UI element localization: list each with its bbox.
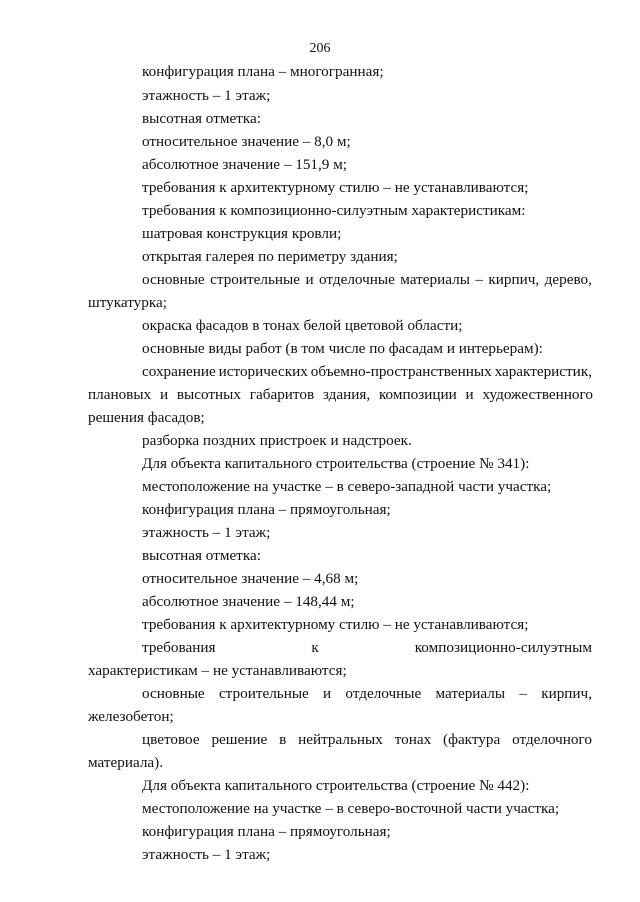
text-line: местоположение на участке – в северо-западной части участка; (142, 478, 552, 495)
word: объемно-пространственных (310, 363, 492, 380)
text-line: конфигурация плана – прямоугольная; (142, 823, 391, 840)
word: основные (142, 685, 205, 702)
word: основные (142, 271, 205, 288)
word: материалы (435, 685, 506, 702)
text-line: основные виды работ (в том числе по фасадам и интерьерам): (142, 340, 543, 357)
text-line: требования к композиционно-силуэтным характеристикам: (142, 202, 526, 219)
text-line: штукатурка; (88, 294, 167, 311)
word: решение (211, 731, 268, 748)
text-line: высотная отметка: (142, 547, 261, 564)
text-line-justified (142, 684, 592, 704)
text-line: этажность – 1 этаж; (142, 87, 271, 104)
word: сохранение (142, 363, 216, 380)
text-line: открытая галерея по периметру здания; (142, 248, 398, 265)
text-line: шатровая конструкция кровли; (142, 225, 342, 242)
text-line-justified (142, 362, 592, 382)
word: высотных (176, 386, 241, 403)
text-line: решения фасадов; (88, 409, 205, 426)
text-line: железобетон; (88, 708, 174, 725)
text-line: материала). (88, 754, 164, 771)
text-line: окраска фасадов в тонах белой цветовой области; (142, 317, 463, 334)
word: отделочные (319, 271, 395, 288)
word: отделочные (345, 685, 422, 702)
word: плановых (88, 386, 152, 403)
word: в (279, 731, 287, 748)
word: композиции (378, 386, 457, 403)
word: отделочного (512, 731, 592, 748)
text-line: этажность – 1 этаж; (142, 524, 271, 541)
word: и (305, 271, 314, 288)
word: исторических (218, 363, 308, 380)
text-line: конфигурация плана – прямоугольная; (142, 501, 391, 518)
text-line: конфигурация плана – многогранная; (142, 63, 384, 80)
word: характеристик, (494, 363, 592, 380)
word: и (323, 685, 332, 702)
text-line: Для объекта капитального строительства (строение № 442): (142, 777, 530, 794)
word: нейтральных (298, 731, 383, 748)
text-line: относительное значение – 4,68 м; (142, 570, 359, 587)
text-line: характеристикам – не устанавливаются; (88, 662, 347, 679)
text-line: высотная отметка: (142, 110, 261, 127)
word: материалы (400, 271, 470, 288)
word: габаритов (249, 386, 315, 403)
word: кирпич, (488, 271, 540, 288)
page-number: 206 (309, 41, 331, 56)
text-line: Для объекта капитального строительства (строение № 341): (142, 455, 530, 472)
word: композиционно-силуэтным (414, 639, 592, 656)
text-line: относительное значение – 8,0 м; (142, 133, 351, 150)
text-line: местоположение на участке – в северо-восточной части участка; (142, 800, 560, 817)
word: требования (142, 639, 216, 656)
text-line-justified (142, 270, 592, 290)
text-line: требования к архитектурному стилю – не устанавливаются; (142, 179, 529, 196)
word: цветовое (142, 731, 200, 748)
text-line-justified (142, 730, 592, 750)
word: – (519, 685, 527, 702)
word: (фактура (443, 731, 501, 748)
word: дерево, (544, 271, 592, 288)
word: строительные (210, 271, 300, 288)
text-line: разборка поздних пристроек и надстроек. (142, 432, 412, 449)
word: здания, (322, 386, 371, 403)
word: кирпич, (541, 685, 592, 702)
word: и (159, 386, 169, 403)
word: к (311, 639, 319, 656)
text-line: этажность – 1 этаж; (142, 846, 271, 863)
text-line: абсолютное значение – 151,9 м; (142, 156, 348, 173)
word: художественного (482, 386, 593, 403)
word: строительные (218, 685, 309, 702)
word: тонах (394, 731, 432, 748)
text-line: абсолютное значение – 148,44 м; (142, 593, 355, 610)
text-line: требования к архитектурному стилю – не устанавливаются; (142, 616, 529, 633)
text-line-justified (142, 638, 592, 658)
text-line-justified (88, 385, 593, 405)
word: и (465, 386, 474, 403)
word: – (475, 271, 483, 288)
